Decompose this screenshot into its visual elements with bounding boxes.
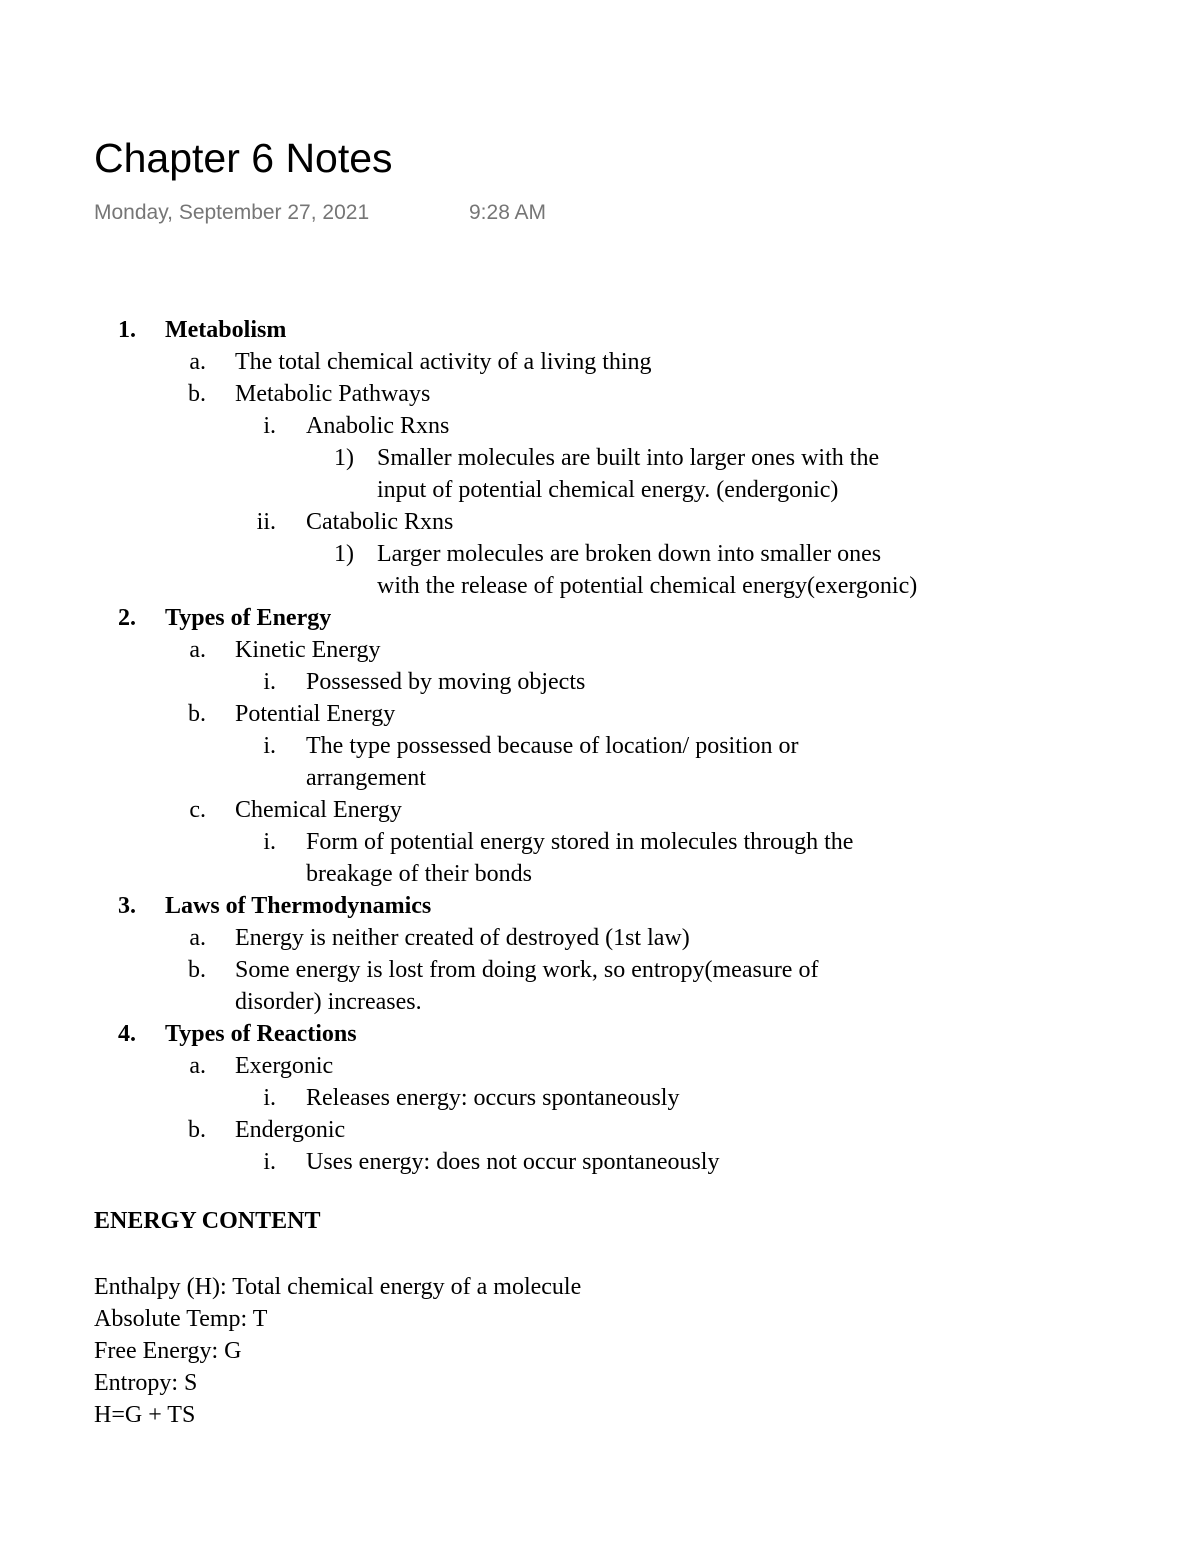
outline-text: Metabolic Pathways <box>235 381 431 407</box>
outline-text: Kinetic Energy <box>235 637 381 663</box>
outline-marker: 1. <box>118 317 136 343</box>
outline-text: The type possessed because of location/ position or <box>306 733 799 759</box>
outline-marker: a. <box>189 925 206 951</box>
outline-marker: 1) <box>334 541 354 567</box>
outline-marker: a. <box>189 637 206 663</box>
outline-text: Metabolism <box>165 317 287 343</box>
outline-item <box>0 1146 1200 1178</box>
outline-marker: 2. <box>118 605 136 631</box>
outline-marker: b. <box>188 701 206 727</box>
energy-line: Free Energy: G <box>94 1338 242 1364</box>
outline-item <box>0 826 1200 858</box>
outline-item <box>0 314 1200 346</box>
outline-text: Types of Reactions <box>165 1021 357 1047</box>
notes-outline <box>0 314 1200 1178</box>
page-date: Monday, September 27, 2021 <box>94 201 370 224</box>
outline-marker: b. <box>188 381 206 407</box>
outline-item <box>0 794 1200 826</box>
outline-marker: 1) <box>334 445 354 471</box>
outline-marker: a. <box>189 349 206 375</box>
outline-text: Smaller molecules are built into larger ones with the <box>377 445 880 471</box>
outline-item <box>0 762 1200 794</box>
outline-marker: i. <box>263 1149 276 1175</box>
energy-line: Absolute Temp: T <box>94 1306 268 1332</box>
outline-item <box>0 538 1200 570</box>
outline-text: Possessed by moving objects <box>306 669 586 695</box>
outline-item <box>0 890 1200 922</box>
outline-item <box>0 346 1200 378</box>
page-title: Chapter 6 Notes <box>94 135 393 181</box>
outline-marker: i. <box>263 829 276 855</box>
energy-line: H=G + TS <box>94 1402 196 1428</box>
outline-text: Catabolic Rxns <box>306 509 454 535</box>
outline-marker: i. <box>263 1085 276 1111</box>
outline-item <box>0 634 1200 666</box>
outline-item <box>0 602 1200 634</box>
outline-item <box>0 410 1200 442</box>
outline-text: Endergonic <box>235 1117 346 1143</box>
outline-text: input of potential chemical energy. (endergonic) <box>377 477 839 503</box>
outline-text: Some energy is lost from doing work, so entropy(measure of <box>235 957 819 983</box>
outline-text: Types of Energy <box>165 605 332 631</box>
outline-text: Energy is neither created of destroyed (1st law) <box>235 925 690 951</box>
outline-marker: b. <box>188 1117 206 1143</box>
outline-marker: 3. <box>118 893 136 919</box>
outline-text: The total chemical activity of a living thing <box>235 349 652 375</box>
outline-item <box>0 378 1200 410</box>
outline-marker: 4. <box>118 1021 136 1047</box>
energy-content-section <box>94 1205 581 1431</box>
outline-text: Potential Energy <box>235 701 396 727</box>
outline-item <box>0 922 1200 954</box>
outline-text: Releases energy: occurs spontaneously <box>306 1085 680 1111</box>
outline-text: Larger molecules are broken down into smaller ones <box>377 541 882 567</box>
outline-text: Form of potential energy stored in molecules through the <box>306 829 854 855</box>
outline-text: Chemical Energy <box>235 797 402 823</box>
outline-text: Exergonic <box>235 1053 334 1079</box>
energy-content-heading: ENERGY CONTENT <box>94 1208 321 1234</box>
outline-marker: ii. <box>256 509 276 535</box>
outline-item <box>0 442 1200 474</box>
outline-item <box>0 474 1200 506</box>
outline-item <box>0 570 1200 602</box>
outline-item <box>0 858 1200 890</box>
outline-item <box>0 506 1200 538</box>
outline-text: Uses energy: does not occur spontaneously <box>306 1149 720 1175</box>
outline-text: with the release of potential chemical energy(exergonic) <box>377 573 918 599</box>
page-time: 9:28 AM <box>469 201 547 224</box>
outline-text: breakage of their bonds <box>306 861 532 887</box>
outline-item <box>0 666 1200 698</box>
outline-text: disorder) increases. <box>235 989 422 1015</box>
outline-marker: i. <box>263 733 276 759</box>
energy-line: Entropy: S <box>94 1370 198 1396</box>
outline-item <box>0 1018 1200 1050</box>
outline-item <box>0 1114 1200 1146</box>
outline-marker: c. <box>189 797 206 823</box>
outline-item <box>0 698 1200 730</box>
outline-item <box>0 954 1200 986</box>
outline-marker: b. <box>188 957 206 983</box>
energy-line: Enthalpy (H): Total chemical energy of a molecule <box>94 1274 582 1300</box>
outline-text: arrangement <box>306 765 426 791</box>
outline-item <box>0 1082 1200 1114</box>
outline-marker: i. <box>263 669 276 695</box>
outline-text: Anabolic Rxns <box>306 413 450 439</box>
outline-item <box>0 986 1200 1018</box>
outline-text: Laws of Thermodynamics <box>165 893 432 919</box>
outline-item <box>0 1050 1200 1082</box>
outline-item <box>0 730 1200 762</box>
outline-marker: i. <box>263 413 276 439</box>
outline-marker: a. <box>189 1053 206 1079</box>
